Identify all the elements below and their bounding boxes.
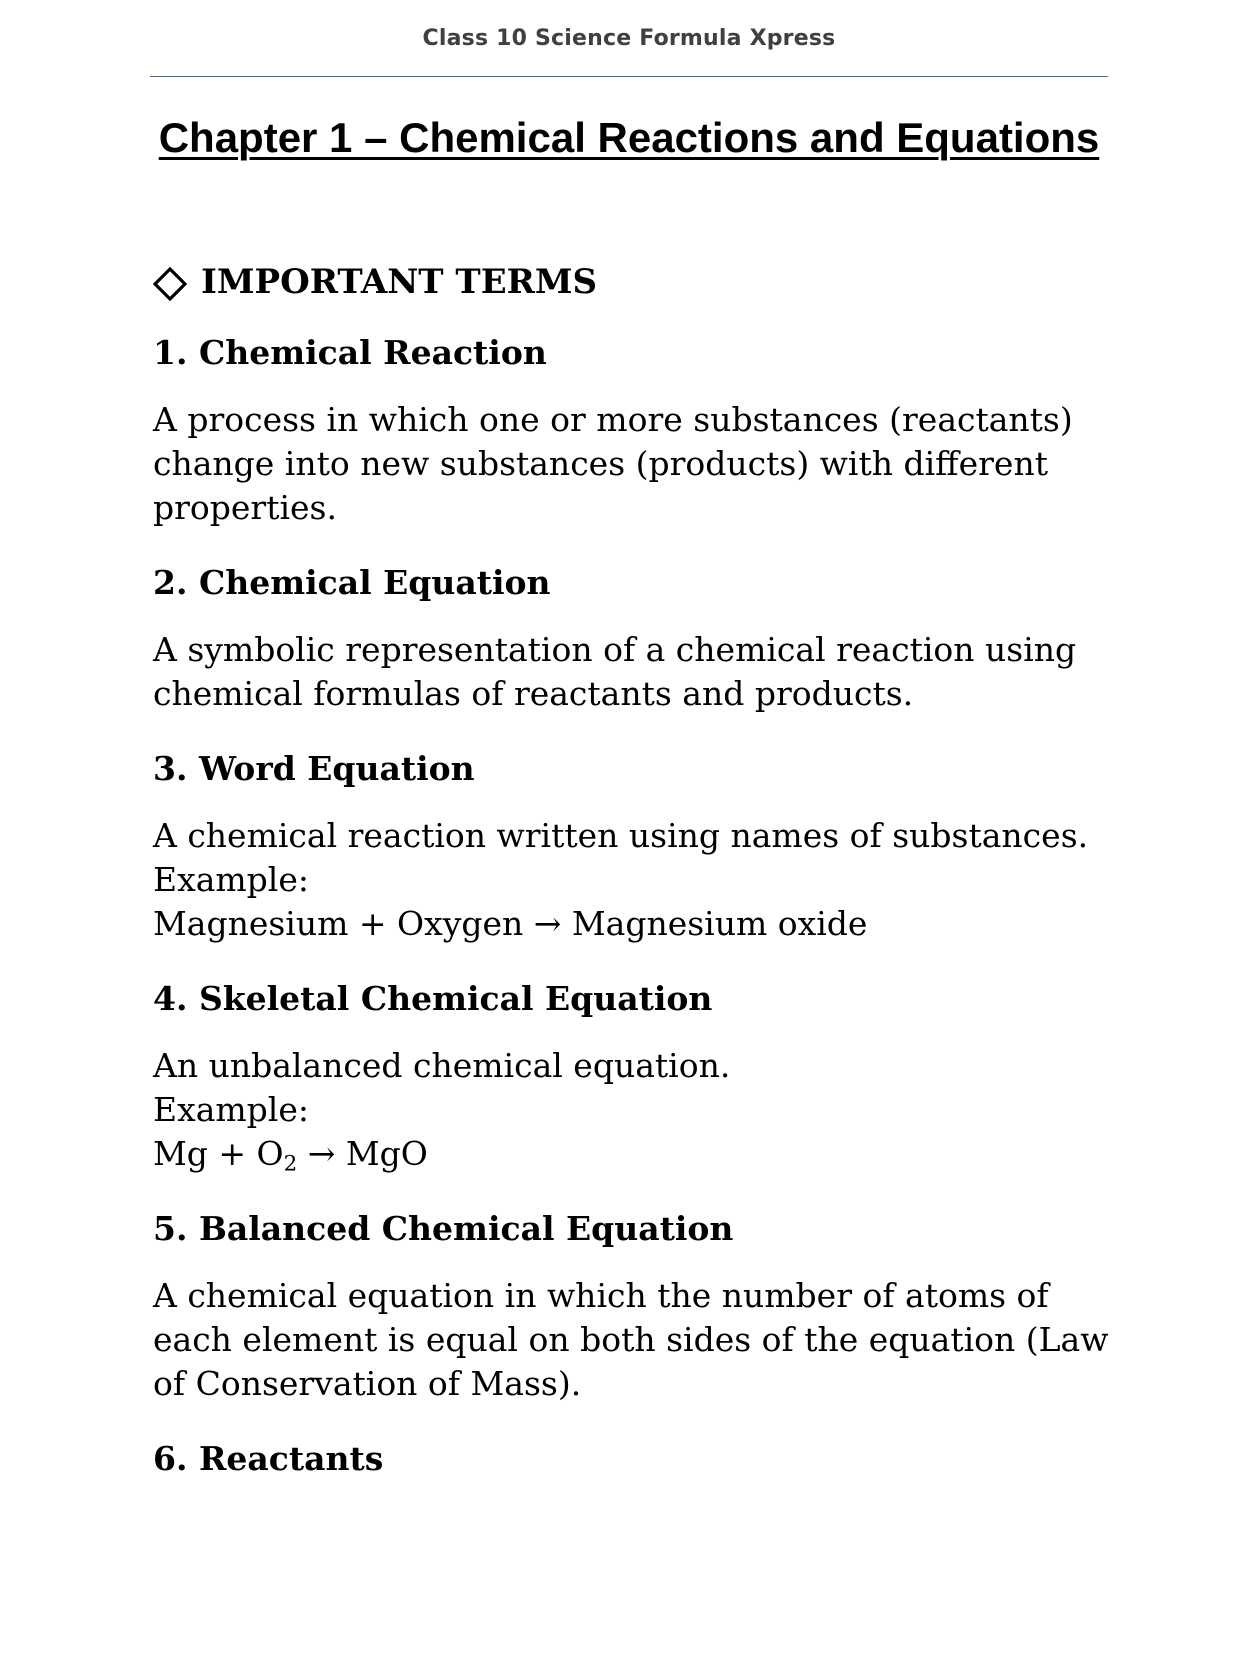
term-definition-skeletal-equation (153, 1044, 1113, 1176)
section-title: IMPORTANT TERMS (201, 262, 598, 302)
definition-text: A symbolic representation of a chemical reaction using chemical formulas of reactants and products. (153, 630, 1077, 713)
term-heading-skeletal-equation: 4. Skeletal Chemical Equation (153, 979, 713, 1018)
example-equation (153, 1132, 1113, 1176)
term-heading-reactants: 6. Reactants (153, 1439, 384, 1478)
term-heading-balanced-equation: 5. Balanced Chemical Equation (153, 1209, 734, 1248)
section-heading (153, 256, 1113, 308)
chapter-title (150, 108, 1108, 168)
example-label: Example: (153, 860, 309, 899)
running-header: Class 10 Science Formula Xpress (422, 26, 836, 51)
equation-part: Mg + O (153, 1134, 284, 1173)
example-label: Example: (153, 1090, 309, 1129)
definition-text: An unbalanced chemical equation. (153, 1046, 731, 1085)
term-definition-word-equation (153, 814, 1113, 946)
term-heading-chemical-reaction: 1. Chemical Reaction (153, 333, 547, 372)
term-heading-word-equation: 3. Word Equation (153, 749, 475, 788)
main-content (153, 256, 1113, 1484)
definition-text: A chemical equation in which the number of atoms of each element is equal on both sides of the equation (Law of Conservation of Mass). (153, 1276, 1109, 1403)
definition-text: A process in which one or more substances (reactants) change into new substances (products) with different properties. (153, 400, 1073, 527)
equation-subscript: 2 (283, 1151, 298, 1177)
chapter-title-text: Chapter 1 – Chemical Reactions and Equations (158, 114, 1100, 161)
term-definition-balanced-equation (153, 1274, 1113, 1406)
definition-text: A chemical reaction written using names of substances. (153, 816, 1089, 855)
term-heading-chemical-equation: 2. Chemical Equation (153, 563, 551, 602)
term-definition-chemical-equation (153, 628, 1113, 716)
term-definition-chemical-reaction (153, 398, 1113, 530)
diamond-icon (153, 267, 183, 297)
header-divider (150, 76, 1108, 77)
equation-part: → MgO (297, 1134, 428, 1173)
example-equation: Magnesium + Oxygen → Magnesium oxide (153, 904, 868, 943)
